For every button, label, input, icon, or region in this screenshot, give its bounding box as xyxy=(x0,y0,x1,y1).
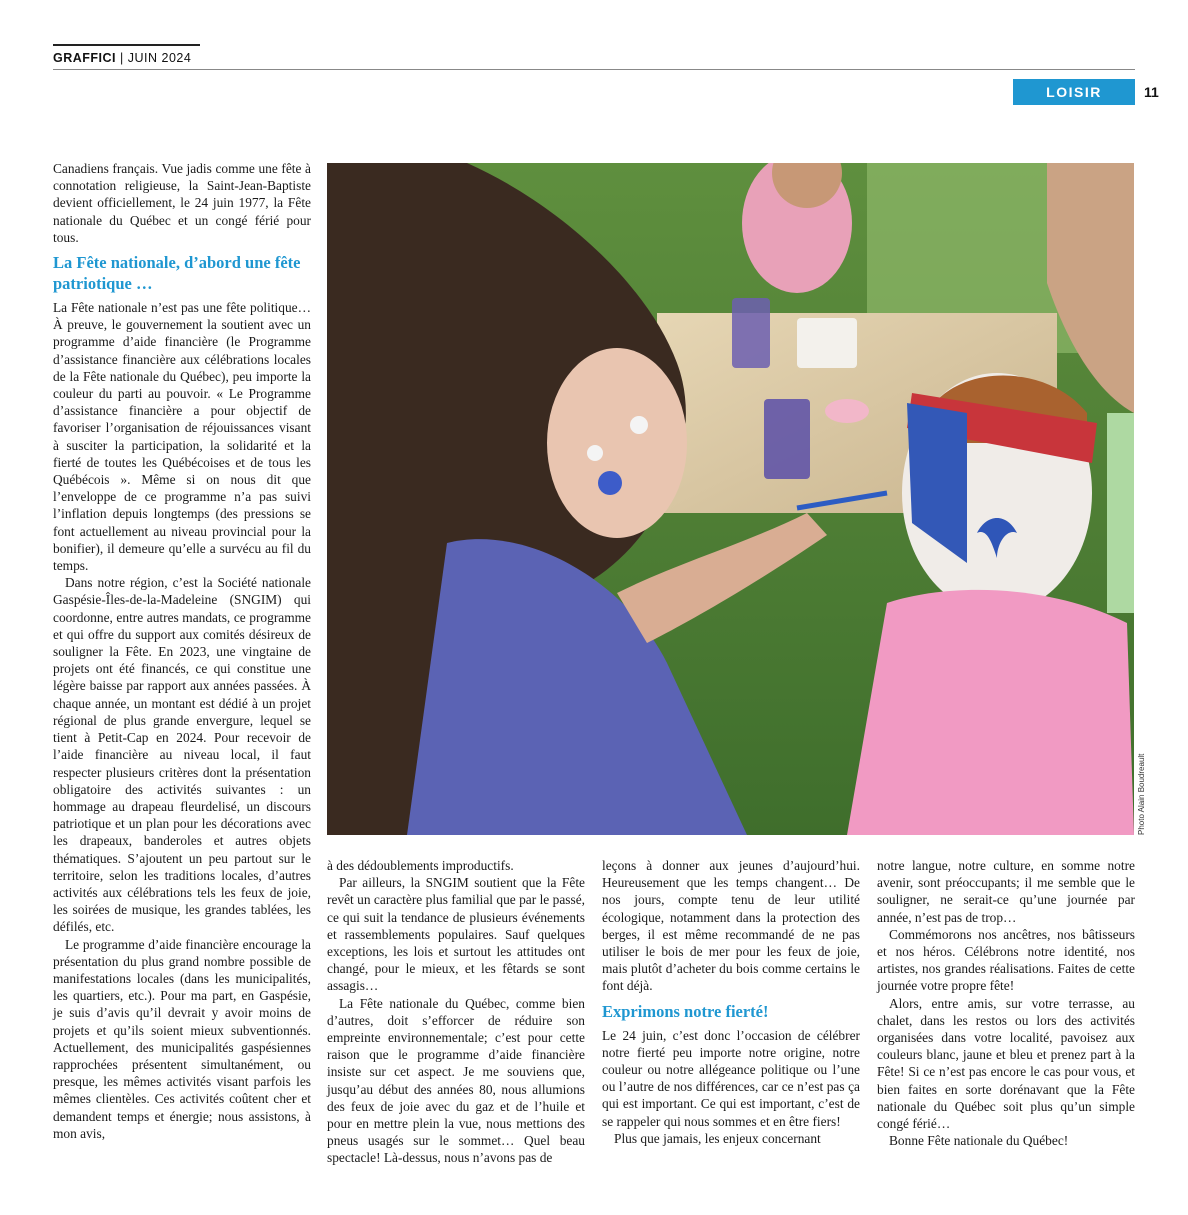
paragraph: Plus que jamais, les enjeux concernant xyxy=(614,1130,821,1146)
paragraph: Canadiens français. Vue jadis comme une fête à connotation religieuse, la Saint-Jean-Baptiste devient officiellement, le 24 juin 1977, la Fête nationale du Québec et un congé férié pour tous. xyxy=(53,161,311,245)
paragraph: Par ailleurs, la SNGIM soutient que la Fête revêt un caractère plus familial que par le passé, ce qui suit la tendance de plusieurs événements et rassemblements populaires. Sauf quelques exceptions, les lois et surtout les attitudes ont changé, pour le mieux, et les fêtards se sont assagis… xyxy=(327,875,585,994)
section-heading: Exprimons notre fierté! xyxy=(602,1001,769,1021)
page-number: 11 xyxy=(1144,84,1159,100)
article-column-2 xyxy=(327,857,585,1167)
masthead xyxy=(53,51,191,65)
paragraph: leçons à donner aux jeunes d’aujourd’hui. Heureusement que les temps changent… De nos jours, compte tenu de leur utilité écologique, notamment dans la protection des berges, il est même recommandé de ne pas utiliser le bois de mer pour les feux de joie, mais plutôt d’acheter du bois comme certains le font déjà. xyxy=(602,858,860,994)
article-column-4 xyxy=(877,857,1135,1149)
article-photo xyxy=(327,163,1134,835)
paragraph: Commémorons nos ancêtres, nos bâtisseurs et nos héros. Célébrons notre identité, nos artistes, nos grandes réalisations. Faites de cette journée votre propre fête! xyxy=(877,926,1135,994)
face-painting-photo xyxy=(327,163,1134,835)
paragraph: Le programme d’aide financière encourage la présentation du plus grand nombre possible de manifestations locales (dans les municipalités, les quartiers, etc.). Pour ma part, en Gaspésie, je suis d’avis qu’il devrait y avoir moins de projets et qu’ils soient mieux subventionnés. Actuellement, des municipalités gaspésiennes rapprochées présentent simultanément, ou presque, les mêmes activités visant parfois les mêmes clientèles. Ces activités coûtent cher et demandent temps et énergie; nous assistons, à mon avis, xyxy=(53,936,311,1141)
paragraph: notre langue, notre culture, en somme notre avenir, sont préoccupants; il me semble que le souligner, ne serait-ce qu’une journée par année, n’est pas de trop… xyxy=(877,858,1135,925)
article-column-1 xyxy=(53,160,311,1142)
issue-date: JUIN 2024 xyxy=(127,51,192,65)
paragraph: La Fête nationale n’est pas une fête politique… À preuve, le gouvernement la soutient avec un programme d’aide financière (le Programme d’assistance financière aux célébrations locales de la Fête nationale du Québec), peu importe la couleur du parti au pouvoir. « Le Programme d’assistance financière a pour objectif de favoriser l’organisation de réjouissances visant à susciter la participation, la solidarité et la fierté de toutes les Québécoises et de tous les Québécois ». Même si on nous dit que l’enveloppe de ce programme n’a pas suivi l’inflation depuis longtemps (des pressions se font actuellement au niveau provincial pour la bonifier), il demeure qu’elle a survécu au fil du temps. xyxy=(53,300,311,574)
masthead-separator: | xyxy=(120,51,124,65)
section-tag: LOISIR xyxy=(1013,79,1135,105)
paragraph: Bonne Fête nationale du Québec! xyxy=(889,1133,1069,1149)
paragraph: Dans notre région, c’est la Société nationale Gaspésie-Îles-de-la-Madeleine (SNGIM) qui coordonne, entre autres mandats, ce programme et qui offre du support aux comités désireux de souligner la Fête. En 2023, une vingtaine de projets ont été financés, ce qui constitue une légère baisse par rapport aux années passées. À chaque année, un montant est dédié à un projet régional de plus grande envergure, lequel se tient à Petit-Cap en 2024. Pour recevoir de l’aide financière au niveau local, il faut respecter plusieurs critères dont la présentation obligatoire des activités suivantes : un hommage au drapeau fleurdelisé, un discours patriotique et un plan pour les décorations avec les drapeaux, banderoles et autres objets thématiques. S’ajoutent un peu partout sur le territoire, selon les traditions locales, d’autres activités aux célébrations tels les feux de joie, les soirées de musique, les grandes tablées, les défilés, etc. xyxy=(53,575,311,935)
photo-credit: Photo Alain Boudreault xyxy=(1137,753,1146,835)
section-heading: La Fête nationale, d’abord une fête patriotique … xyxy=(53,253,301,294)
paragraph: Le 24 juin, c’est donc l’occasion de célébrer notre fierté peu importe notre origine, notre couleur ou notre allégeance politique ou l’une ou l’autre de nos différences, car ce n’est pas ça qui est important. Ce qui est important, c’est de se rappeler qui nous sommes et en être fiers! xyxy=(602,1027,860,1129)
publication-name: GRAFFICI xyxy=(53,51,117,65)
article-column-3 xyxy=(602,857,860,1147)
paragraph: Alors, entre amis, sur votre terrasse, au chalet, dans les restos ou lors des activités organisées dans votre localité, pavoisez aux couleurs blanc, jaune et bleu et prenez part à la Fête! Si ce n’est pas encore le cas pour vous, et bien faites en sorte dorénavant que la Fête nationale du Québec soit plus qu’un simple congé férié… xyxy=(877,995,1135,1132)
header-rule xyxy=(53,69,1135,70)
paragraph: La Fête nationale du Québec, comme bien d’autres, doit s’efforcer de réduire son empreinte environnementale; c’est pour cette raison que le programme d’aide financière insiste sur cet aspect. Je me souviens que, jusqu’au début des années 80, nous allumions des feux de joie avec du gaz et de l’huile et pour en mettre plein la vue, nous mettions des pneus usagés sur le sommet… Quel beau spectacle! Là-dessus, nous n’avons pas de xyxy=(327,995,585,1166)
header-top-rule xyxy=(53,44,200,46)
paragraph: à des dédoublements improductifs. xyxy=(327,858,514,873)
